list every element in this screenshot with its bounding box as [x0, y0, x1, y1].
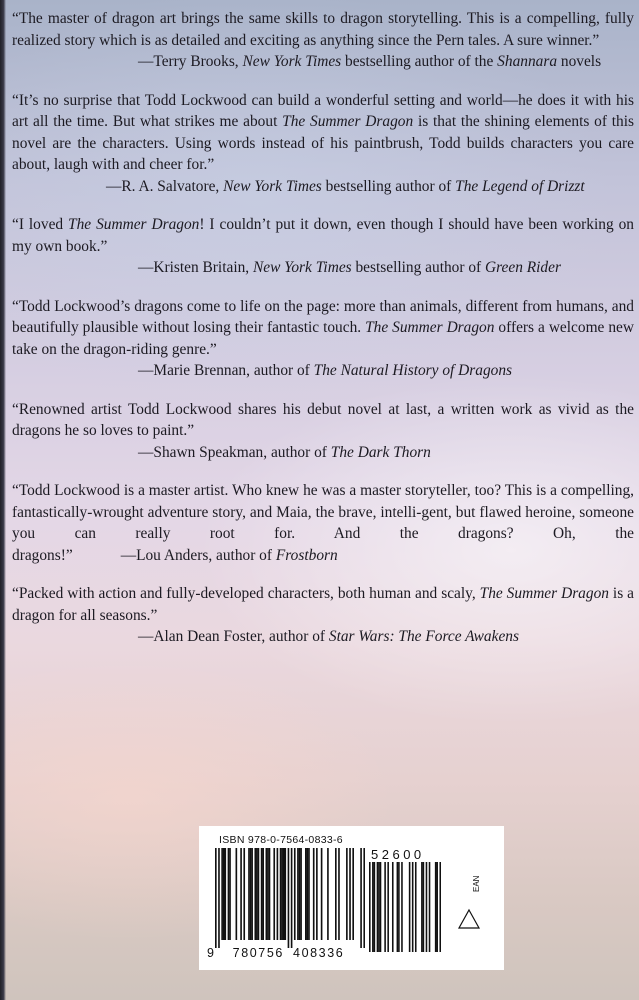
italic-text: The Legend of Drizzt [455, 177, 585, 195]
barcode-bar [305, 848, 307, 940]
text-segment: bestselling author of [321, 177, 456, 195]
barcode-bar [401, 862, 403, 952]
isbn-barcode [199, 826, 504, 970]
barcode-bar [412, 862, 414, 952]
barcode-bar [369, 862, 371, 952]
italic-text: The Natural History of Dragons [313, 362, 513, 379]
quote-text [12, 296, 634, 361]
digit-group-1: 780756 [232, 946, 284, 960]
barcode-bar [426, 862, 428, 952]
barcode-bar [308, 848, 310, 940]
quote-text [12, 8, 634, 51]
quote-text [12, 480, 634, 566]
quote-attribution [138, 257, 634, 279]
triangle-icon [457, 908, 481, 930]
barcode-bar [363, 848, 365, 948]
barcode-bar [349, 848, 351, 940]
ean-label: EAN [472, 875, 481, 892]
quote-text [12, 90, 634, 176]
text-segment: bestselling author of the [341, 53, 498, 70]
barcode-bar [280, 848, 282, 940]
barcode-bar [346, 848, 348, 940]
quote-shawn-speakman [12, 399, 634, 464]
barcode-bar [397, 862, 399, 952]
text-segment: —Lou Anders, author of [120, 546, 276, 564]
barcode-bar [267, 848, 269, 940]
italic-text: The Summer Dragon [282, 113, 414, 130]
quote-attribution [138, 360, 634, 382]
barcode-bar [215, 848, 217, 948]
italic-text: The Summer Dragon [68, 216, 200, 233]
quote-text [12, 399, 634, 442]
barcode-bar [321, 848, 323, 940]
barcode-bar [284, 848, 286, 940]
barcode-bar [262, 848, 264, 940]
barcode-bar [277, 848, 279, 940]
barcode-bar [421, 862, 423, 952]
price-addon-bars [369, 862, 441, 952]
text-segment: —R. A. Salvatore, [106, 177, 224, 195]
barcode-bar [254, 848, 256, 940]
barcode-bar [380, 862, 382, 952]
barcode-bar [377, 862, 379, 952]
italic-text: Frostborn [275, 546, 338, 564]
text-segment: “Todd Lockwood’s dragons come to life on the page: more than animals, different from humans, and beautifully plausible without losing their fantastic touch. [12, 297, 634, 336]
quote-text [12, 583, 634, 626]
italic-text: The Summer Dragon [479, 585, 609, 602]
barcode-bar [439, 862, 441, 952]
barcode-bar [288, 848, 290, 948]
barcode-bar [352, 848, 354, 940]
text-segment: “Packed with action and fully-developed characters, both human and scaly, [12, 585, 480, 602]
barcode-bar [313, 848, 315, 940]
barcode-bar [335, 848, 337, 940]
digit-group-2: 408336 [293, 946, 345, 960]
barcode-bar [269, 848, 271, 940]
italic-text: Shannara [497, 53, 558, 70]
ean13-bars [215, 848, 365, 952]
barcode-bar [240, 848, 242, 940]
barcode-bar [266, 848, 268, 940]
text-segment: “Renowned artist Todd Lockwood shares his debut novel at last, a written work as vivid as the dragons he so loves to paint.” [12, 400, 634, 439]
quote-lou-anders [12, 480, 634, 566]
text-segment: —Kristen Britain, [138, 259, 253, 276]
barcode-bar [228, 848, 230, 940]
text-segment: “I loved [12, 216, 69, 233]
italic-text: Green Rider [485, 259, 561, 276]
barcode-bar [218, 848, 220, 948]
barcode-bar [378, 862, 380, 952]
text-segment: “The master of dragon art brings the same skills to dragon storytelling. This is a compelling, fully realized story which is as detailed and exciting as anything since the Pern tales. A sure winner.” [12, 10, 634, 49]
quote-terry-brooks [12, 8, 634, 73]
barcode-bar [436, 862, 438, 952]
text-segment: —Terry Brooks, [138, 53, 243, 70]
barcode-bar [327, 848, 329, 940]
barcode-bar [316, 848, 318, 940]
barcode-bar [258, 848, 260, 940]
barcode-bar [409, 862, 411, 952]
quote-ra-salvatore [12, 90, 634, 198]
barcode-bar [261, 848, 263, 940]
text-segment: offers a welcome new take on the dragon-riding genre.” [12, 319, 634, 358]
barcode-bar [281, 848, 283, 940]
quote-attribution [138, 442, 634, 464]
italic-text: New York Times [223, 177, 322, 195]
barcode-bar [294, 848, 296, 940]
barcode-bar [251, 848, 253, 940]
text-segment: —Marie Brennan, author of [138, 362, 314, 379]
quote-attribution [138, 626, 634, 648]
digit-first: 9 [207, 946, 216, 960]
barcode-bar [435, 862, 437, 952]
barcode-bar [338, 848, 340, 940]
text-segment: —Alan Dean Foster, author of [138, 628, 329, 645]
italic-text: New York Times [253, 259, 352, 276]
barcode-bar [300, 848, 302, 940]
quote-kristen-britain [12, 214, 634, 279]
barcode-bar [297, 848, 299, 940]
barcode-bar [221, 848, 223, 940]
text-segment: ! I couldn’t put it down, even though I should have been working on my own book.” [12, 216, 634, 255]
barcode-bar [256, 848, 258, 940]
text-segment: “It’s no surprise that Todd Lockwood can build a wonderful setting and world—he does it with his art all the time. But what strikes me about [12, 91, 634, 130]
barcode-bar [224, 848, 226, 940]
barcode-bar [372, 862, 374, 952]
barcode-bar [307, 848, 309, 940]
praise-quotes [12, 8, 634, 665]
barcode-bar [248, 848, 250, 940]
text-segment: is a dragon for all seasons.” [12, 585, 634, 624]
barcode-digits [207, 946, 344, 960]
isbn-label: ISBN 978-0-7564-0833-6 [219, 834, 343, 846]
book-spine-edge [0, 0, 6, 1000]
barcode-bar [387, 862, 389, 952]
text-segment: —Shawn Speakman, author of [138, 443, 331, 461]
quote-alan-dean-foster [12, 583, 634, 648]
italic-text: The Summer Dragon [365, 319, 495, 336]
quote-text [12, 214, 634, 257]
barcode-bar [283, 848, 285, 940]
quote-attribution [106, 176, 634, 198]
barcode-bar [229, 848, 231, 940]
barcode-bar [392, 862, 394, 952]
barcode-bar [374, 862, 376, 952]
price-code: 52600 [371, 847, 425, 862]
barcode-bar [423, 862, 425, 952]
italic-text: The Dark Thorn [330, 443, 431, 461]
barcode-bar [299, 848, 301, 940]
text-segment: novels [557, 53, 602, 70]
barcode-bar [415, 862, 417, 952]
quote-attribution [138, 51, 634, 73]
barcode-bar [291, 848, 293, 948]
text-segment: “Todd Lockwood is a master artist. Who knew he was a master storyteller, too? This is a compelling, fantastically-wrought adventure story, and Maia, the brave, intelli-gent, but flawed heroine, someone you can really root for. And the dragons? Oh, the dragons!” [12, 482, 634, 564]
italic-text: New York Times [242, 53, 342, 70]
italic-text: Star Wars: The Force Awakens [328, 628, 519, 645]
barcode-bar [398, 862, 400, 952]
barcode-bar [250, 848, 252, 940]
text-segment: is that the shining elements of this novel are the characters. Using words instead of his paintbrush, Todd builds characters you care about, laugh with and cheer for.” [12, 113, 634, 173]
barcode-bar [384, 862, 386, 952]
barcode-bar [223, 848, 225, 940]
quote-marie-brennan [12, 296, 634, 382]
barcode-bar [273, 848, 275, 940]
barcode-bar [429, 862, 431, 952]
text-segment: bestselling author of [351, 259, 486, 276]
barcode-bar [243, 848, 245, 940]
barcode-bar [236, 848, 238, 940]
barcode-bar [360, 848, 362, 948]
quote-attribution [121, 547, 338, 564]
